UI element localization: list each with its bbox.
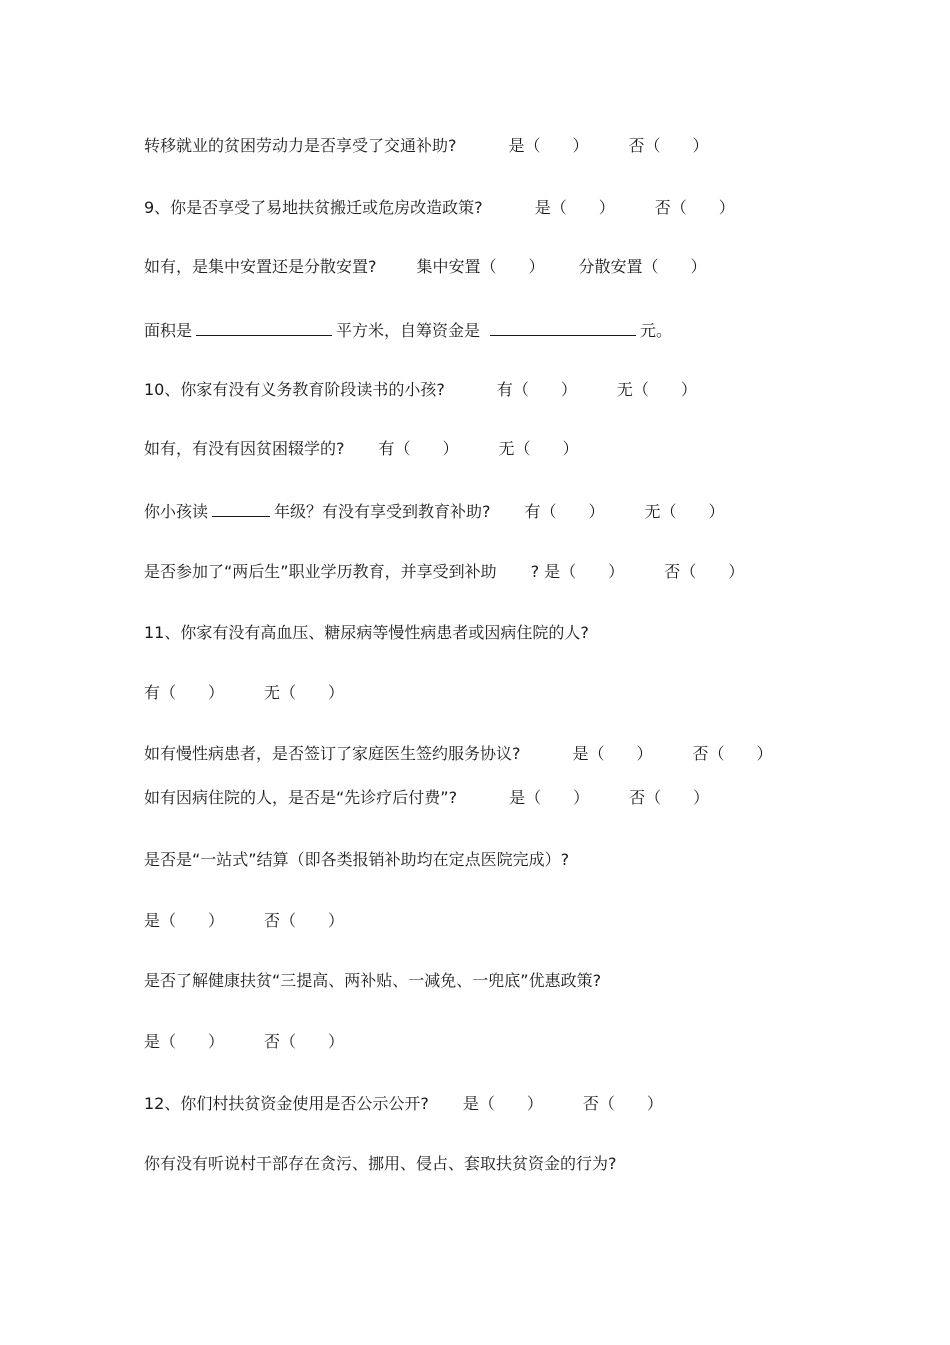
question-resettlement-type [144, 257, 707, 277]
question-cadre-misconduct [144, 1154, 617, 1174]
option-have[interactable]: 有（ ） [144, 683, 225, 702]
question-health-policy [144, 971, 601, 991]
option-no[interactable]: 否（ ） [582, 1094, 663, 1113]
answer-chronic-illness [144, 683, 344, 703]
question-dropout [144, 439, 579, 459]
answer-health-policy [144, 1032, 344, 1052]
question-text: 是否参加了“两后生”职业学历教育，并享受到补助 [144, 562, 497, 581]
option-have[interactable]: 有（ ） [496, 380, 577, 399]
option-no[interactable]: 否（ ） [629, 788, 710, 807]
question-vocational-education [144, 562, 744, 582]
option-yes[interactable]: 是（ ） [572, 744, 653, 763]
question-text: 如有因病住院的人，是否是“先诊疗后付费”? [144, 788, 458, 807]
option-no[interactable]: 否（ ） [264, 911, 345, 930]
question-text: 年级？有没有享受到教育补助? [274, 502, 491, 521]
grade-label: 你小孩读 [144, 502, 209, 521]
option-centralized[interactable]: 集中安置（ ） [416, 257, 545, 276]
answer-one-stop-settlement [144, 911, 344, 931]
area-label: 面积是 [144, 321, 193, 340]
question-text: 是否了解健康扶贫“三提高、两补贴、一减免、一兜底”优惠政策? [144, 971, 602, 990]
question-text: 转移就业的贫困劳动力是否享受了交通补助? [144, 136, 457, 155]
option-none[interactable]: 无（ ） [498, 439, 579, 458]
option-none[interactable]: 无（ ） [616, 380, 697, 399]
question-text: 是否是“一站式”结算（即各类报销补助均在定点医院完成）? [144, 850, 570, 869]
question-9-relocation [144, 198, 735, 218]
question-10-school-children [144, 380, 697, 400]
option-yes[interactable]: 是（ ） [144, 911, 225, 930]
option-none[interactable]: 无（ ） [644, 502, 725, 521]
question-text: 如有，有没有因贫困辍学的? [144, 439, 345, 458]
option-yes[interactable]: ? 是（ ） [530, 562, 625, 581]
funds-label: 平方米，自筹资金是 [336, 321, 481, 340]
question-text: 如有，是集中安置还是分散安置? [144, 257, 377, 276]
question-one-stop-settlement [144, 850, 569, 870]
option-have[interactable]: 有（ ） [378, 439, 459, 458]
grade-blank[interactable] [212, 501, 270, 517]
question-text: 10、你家有没有义务教育阶段读书的小孩? [144, 380, 445, 399]
option-yes[interactable]: 是（ ） [462, 1094, 543, 1113]
option-no[interactable]: 否（ ） [628, 136, 709, 155]
question-transport-subsidy [144, 136, 709, 156]
option-dispersed[interactable]: 分散安置（ ） [578, 257, 707, 276]
currency-label: 元。 [640, 321, 673, 340]
option-no[interactable]: 否（ ） [264, 1032, 345, 1051]
question-text: 如有慢性病患者，是否签订了家庭医生签约服务协议? [144, 744, 521, 763]
area-blank[interactable] [196, 320, 332, 336]
option-no[interactable]: 否（ ） [654, 198, 735, 217]
question-text: 你有没有听说村干部存在贪污、挪用、侵占、套取扶贫资金的行为? [144, 1154, 617, 1173]
question-12-funds-publicity [144, 1094, 663, 1114]
option-none[interactable]: 无（ ） [264, 683, 345, 702]
question-area-funds [144, 320, 672, 341]
question-11-chronic-illness [144, 623, 589, 643]
funds-blank[interactable] [490, 320, 636, 336]
question-family-doctor [144, 744, 773, 764]
option-no[interactable]: 否（ ） [664, 562, 745, 581]
question-treat-first-pay-later [144, 788, 709, 808]
question-text: 11、你家有没有高血压、糖尿病等慢性病患者或因病住院的人? [144, 623, 589, 642]
option-have[interactable]: 有（ ） [524, 502, 605, 521]
option-yes[interactable]: 是（ ） [509, 788, 590, 807]
option-yes[interactable]: 是（ ） [144, 1032, 225, 1051]
option-no[interactable]: 否（ ） [692, 744, 773, 763]
question-text: 9、你是否享受了易地扶贫搬迁或危房改造政策? [144, 198, 483, 217]
option-yes[interactable]: 是（ ） [534, 198, 615, 217]
option-yes[interactable]: 是（ ） [508, 136, 589, 155]
question-text: 12、你们村扶贫资金使用是否公示公开? [144, 1094, 429, 1113]
question-grade-subsidy [144, 501, 725, 522]
